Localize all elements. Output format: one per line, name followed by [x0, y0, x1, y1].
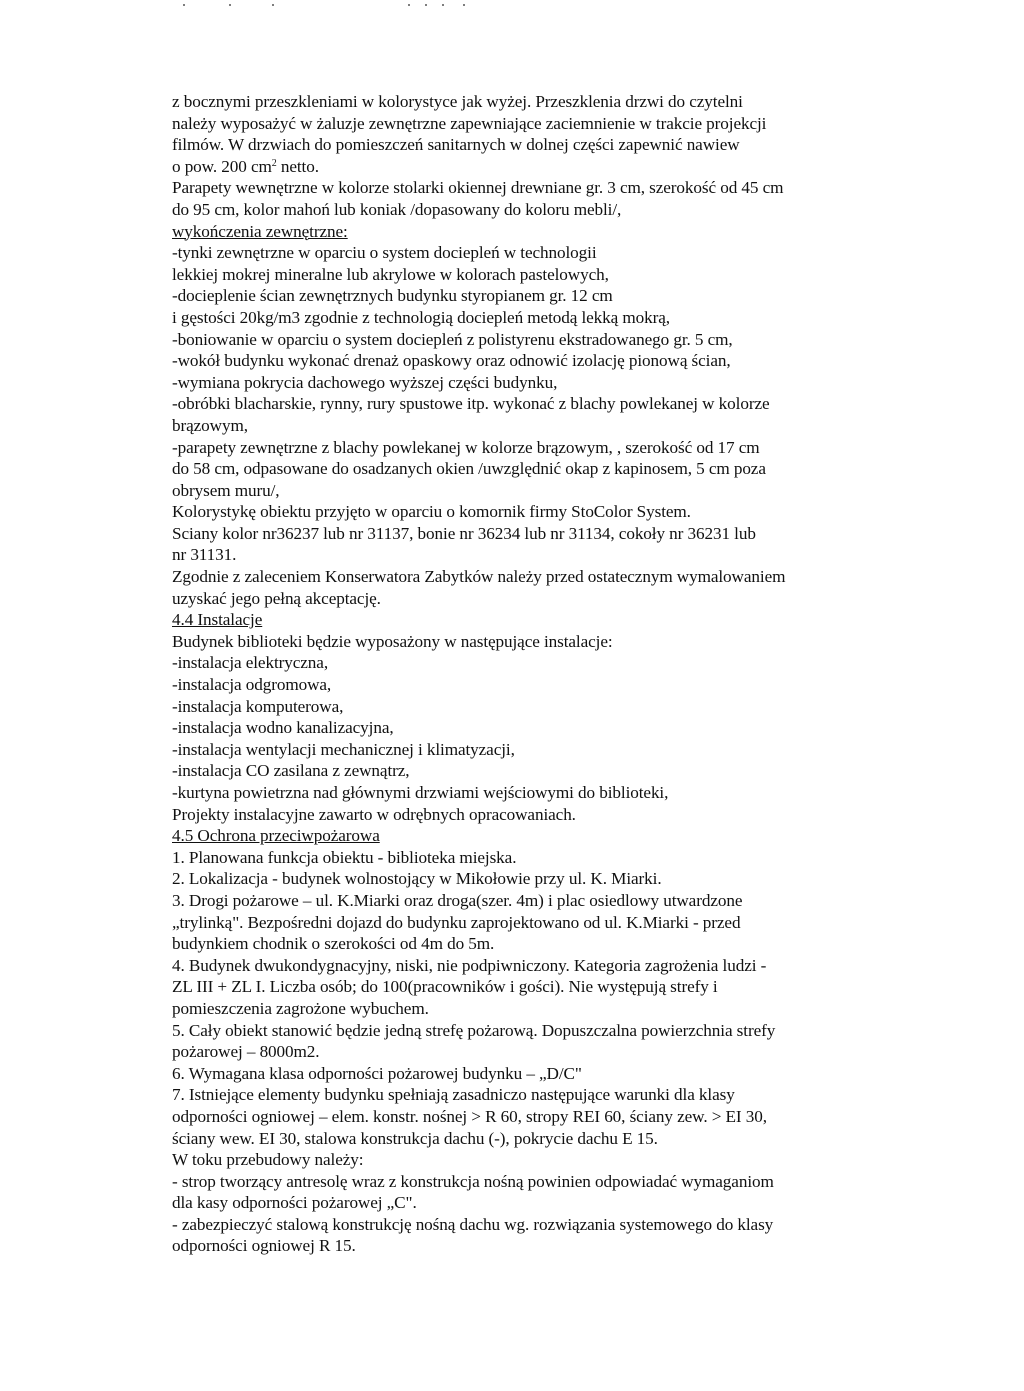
text-line: -tynki zewnętrzne w oparciu o system dociepleń w technologii [172, 243, 597, 263]
scan-artifact-dots [0, 4, 1024, 10]
text-line: brązowym, [172, 415, 248, 435]
text-line: -obróbki blacharskie, rynny, rury spustowe itp. wykonać z blachy powlekanej w kolorze [172, 394, 770, 414]
text-line: obrysem muru/, [172, 480, 280, 500]
text-line: budynkiem chodnik o szerokości od 4m do 5m. [172, 934, 495, 954]
text-line: należy wyposażyć w żaluzje zewnętrzne zapewniające zaciemnienie w trakcie projekcji [172, 113, 767, 133]
superscript: 2 [271, 157, 277, 169]
list-item: -instalacja elektryczna, [172, 653, 329, 673]
text-line: -parapety zewnętrzne z blachy powlekanej w kolorze brązowym, , szerokość od 17 cm [172, 437, 760, 457]
text-line: odporności ogniowej – elem. konstr. nośnej > R 60, stropy REI 60, ściany zew. > EI 30, [172, 1106, 767, 1126]
area-unit-text: netto. [276, 156, 319, 176]
numbered-item: 7. Istniejące elementy budynku spełniają zasadniczo następujące warunki dla klasy [172, 1085, 735, 1105]
numbered-item: 1. Planowana funkcja obiektu - biblioteka miejska. [172, 847, 517, 867]
section-heading-finishes: wykończenia zewnętrzne: [172, 221, 348, 241]
text-line: W toku przebudowy należy: [172, 1150, 364, 1170]
list-item: -instalacja komputerowa, [172, 696, 344, 716]
document-body [172, 91, 862, 1257]
text-line: Kolorystykę obiektu przyjęto w oparciu o komornik firmy StoColor System. [172, 502, 691, 522]
text-line: pożarowej – 8000m2. [172, 1042, 320, 1062]
list-item: -instalacja odgromowa, [172, 675, 332, 695]
text-line: z bocznymi przeszkleniami w kolorystyce jak wyżej. Przeszklenia drzwi do czytelni [172, 92, 743, 111]
text-line: Projekty instalacyjne zawarto w odrębnych opracowaniach. [172, 804, 576, 824]
numbered-item: 4. Budynek dwukondygnacyjny, niski, nie podpiwniczony. Kategoria zagrożenia ludzi - [172, 955, 767, 975]
text-line: pomieszczenia zagrożone wybuchem. [172, 998, 429, 1018]
area-text: o pow. 200 cm [172, 156, 272, 176]
text-line: -wymiana pokrycia dachowego wyższej części budynku, [172, 372, 558, 392]
text-line: do 58 cm, odpasowane do osadzanych okien /uwzględnić okap z kapinosem, 5 cm poza [172, 459, 766, 479]
text-line: filmów. W drzwiach do pomieszczeń sanitarnych w dolnej części zapewnić nawiew [172, 135, 740, 155]
text-line: do 95 cm, kolor mahoń lub koniak /dopasowany do koloru mebli/, [172, 199, 622, 219]
text-line: Zgodnie z zaleceniem Konserwatora Zabytków należy przed ostatecznym wymalowaniem [172, 567, 786, 587]
numbered-item: 2. Lokalizacja - budynek wolnostojący w Mikołowie przy ul. K. Miarki. [172, 869, 662, 889]
text-line [172, 156, 862, 178]
section-heading-fire-protection: 4.5 Ochrona przeciwpożarowa [172, 826, 380, 846]
list-item: -instalacja wodno kanalizacyjna, [172, 718, 394, 738]
list-item: -instalacja wentylacji mechanicznej i klimatyzacji, [172, 739, 515, 759]
section-heading-installations: 4.4 Instalacje [172, 610, 263, 630]
text-line: Parapety wewnętrzne w kolorze stolarki okiennej drewniane gr. 3 cm, szerokość od 45 cm [172, 178, 784, 198]
numbered-item: 6. Wymagana klasa odporności pożarowej budynku – „D/C" [172, 1063, 582, 1083]
text-line: i gęstości 20kg/m3 zgodnie z technologią dociepleń metodą lekką mokrą, [172, 307, 670, 327]
text-line: Budynek biblioteki będzie wyposażony w następujące instalacje: [172, 631, 613, 651]
text-line: uzyskać jego pełną akceptację. [172, 588, 381, 608]
text-line: nr 31131. [172, 545, 237, 565]
text-line: -boniowanie w oparciu o system dociepleń z polistyrenu ekstradowanego gr. 5 cm, [172, 329, 733, 349]
text-line: ZL III + ZL I. Liczba osób; do 100(pracowników i gości). Nie występują strefy i [172, 977, 718, 997]
numbered-item: 5. Cały obiekt stanowić będzie jedną strefę pożarową. Dopuszczalna powierzchnia strefy [172, 1020, 776, 1040]
list-item: - strop tworzący antresolę wraz z konstrukcja nośną powinien odpowiadać wymaganiom [172, 1171, 774, 1191]
text-line: ściany wew. EI 30, stalowa konstrukcja dachu (-), pokrycie dachu E 15. [172, 1128, 658, 1148]
text-line: -docieplenie ścian zewnętrznych budynku styropianem gr. 12 cm [172, 286, 613, 306]
numbered-item: 3. Drogi pożarowe – ul. K.Miarki oraz droga(szer. 4m) i plac osiedlowy utwardzone [172, 890, 743, 910]
text-line: „trylinką". Bezpośredni dojazd do budynku zaprojektowano od ul. K.Miarki - przed [172, 912, 741, 932]
text-line: lekkiej mokrej mineralne lub akrylowe w kolorach pastelowych, [172, 264, 609, 284]
list-item: -kurtyna powietrzna nad głównymi drzwiami wejściowymi do biblioteki, [172, 783, 669, 802]
text-line: -wokół budynku wykonać drenaż opaskowy oraz odnowić izolację pionową ścian, [172, 351, 731, 371]
list-item: -instalacja CO zasilana z zewnątrz, [172, 761, 410, 781]
text-line: dla kasy odporności pożarowej „C". [172, 1193, 417, 1213]
text-line: Sciany kolor nr36237 lub nr 31137, bonie nr 36234 lub nr 31134, cokoły nr 36231 lub [172, 523, 756, 543]
list-item: - zabezpieczyć stalową konstrukcję nośną dachu wg. rozwiązania systemowego do klasy [172, 1214, 774, 1234]
text-line: odporności ogniowej R 15. [172, 1236, 356, 1256]
